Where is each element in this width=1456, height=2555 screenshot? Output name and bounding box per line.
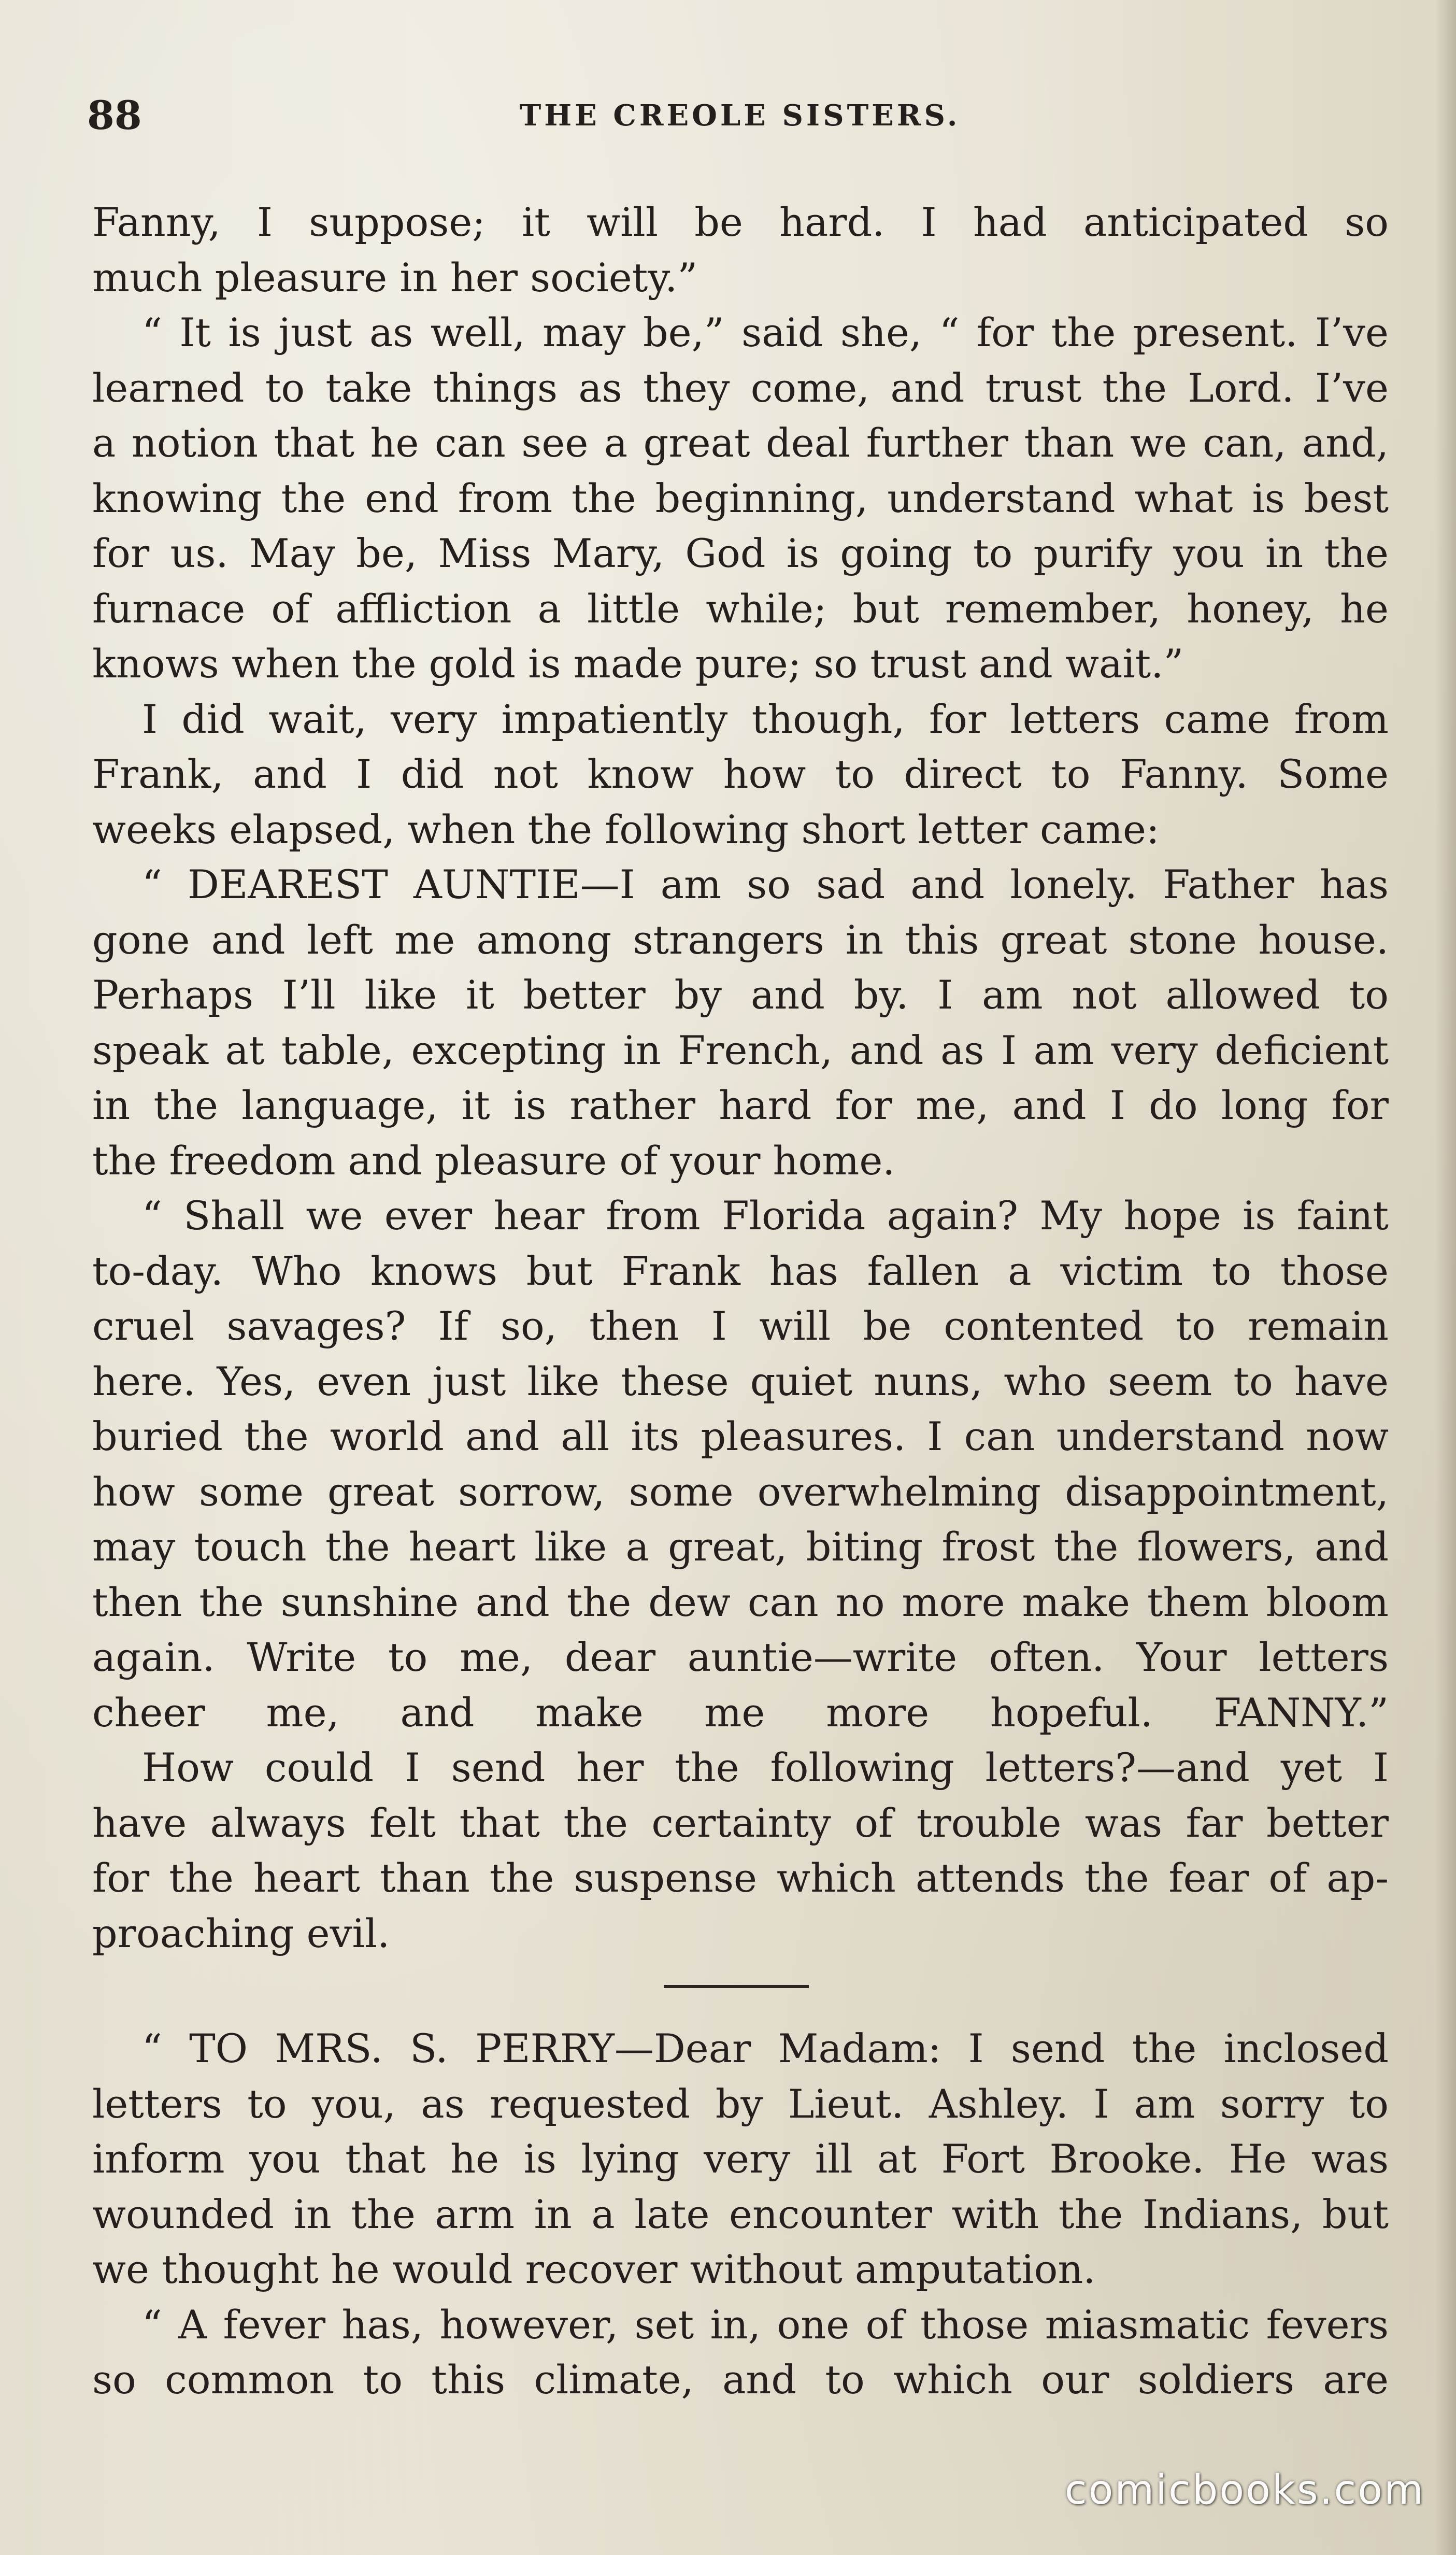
running-head: THE CREOLE SISTERS. [519,98,961,133]
text-line: How could I send her the following letters?—and yet I [142,1744,1389,1791]
text-line: cheer me, and make me more hopeful. FANNY.” [92,1689,1389,1736]
text-line: “ TO MRS. S. PERRY—Dear Madam: I send the inclosed [142,2025,1389,2071]
text-line: so common to this climate, and to which our soldiers are [92,2357,1389,2403]
text-line: much pleasure in her society.” [92,254,698,301]
body-text [92,195,1389,2408]
text-line: again. Write to me, dear auntie—write often. Your letters [92,1634,1389,1680]
text-line: letters to you, as requested by Lieut. Ashley. I am sorry to [92,2080,1389,2127]
text-line: to-day. Who knows but Frank has fallen a victim to those [92,1247,1389,1294]
text-line: learned to take things as they come, and trust the Lord. I’ve [92,364,1389,411]
text-line: buried the world and all its pleasures. I can understand now [92,1413,1389,1459]
text-line: for us. May be, Miss Mary, God is going to purify you in the [92,530,1389,576]
text-line: for the heart than the suspense which attends the fear of ap- [92,1855,1389,1901]
text-line: Frank, and I did not know how to direct to Fanny. Some [92,751,1389,797]
text-line: the freedom and pleasure of your home. [92,1137,895,1184]
page-edge-shadow [1435,0,1456,2555]
text-line: wounded in the arm in a late encounter with the Indians, but [92,2191,1389,2237]
text-line: a notion that he can see a great deal further than we can, and, [92,420,1389,466]
text-line: we thought he would recover without amputation. [92,2246,1096,2292]
text-line: proaching evil. [92,1910,390,1956]
text-line: Perhaps I’ll like it better by and by. I am not allowed to [92,972,1389,1018]
text-line: inform you that he is lying very ill at Fort Brooke. He was [92,2136,1389,2182]
text-line: I did wait, very impatiently though, for letters came from [142,695,1389,742]
text-line: weeks elapsed, when the following short letter came: [92,806,1160,853]
text-line: here. Yes, even just like these quiet nuns, who seem to have [92,1358,1389,1404]
page-header [87,87,1393,144]
text-line: gone and left me among strangers in this great stone house. [92,916,1389,963]
text-line: Fanny, I suppose; it will be hard. I had anticipated so [92,199,1389,245]
text-line: how some great sorrow, some overwhelming disappointment, [92,1468,1389,1515]
text-line: knows when the gold is made pure; so trust and wait.” [92,641,1184,687]
watermark: comicbooks.com [1064,2467,1425,2514]
page-number: 88 [87,92,142,138]
text-line: in the language, it is rather hard for me, and I do long for [92,1082,1389,1128]
text-line: furnace of affliction a little while; but remember, honey, he [92,585,1389,632]
text-line: “ A fever has, however, set in, one of those miasmatic fevers [142,2301,1389,2348]
text-line: “ It is just as well, may be,” said she, “ for the present. I’ve [142,309,1389,356]
text-line: speak at table, excepting in French, and as I am very deficient [92,1027,1389,1073]
text-line: “ DEAREST AUNTIE—I am so sad and lonely. Father has [142,861,1389,907]
text-line: then the sunshine and the dew can no more make them bloom [92,1579,1389,1625]
text-line: may touch the heart like a great, biting frost the flowers, and [92,1524,1389,1570]
text-line: have always felt that the certainty of trouble was far better [92,1799,1389,1846]
section-divider [92,1961,1389,2021]
text-line: “ Shall we ever hear from Florida again? My hope is faint [142,1193,1389,1239]
text-line: cruel savages? If so, then I will be contented to remain [92,1303,1389,1349]
text-line: knowing the end from the beginning, understand what is best [92,475,1389,521]
